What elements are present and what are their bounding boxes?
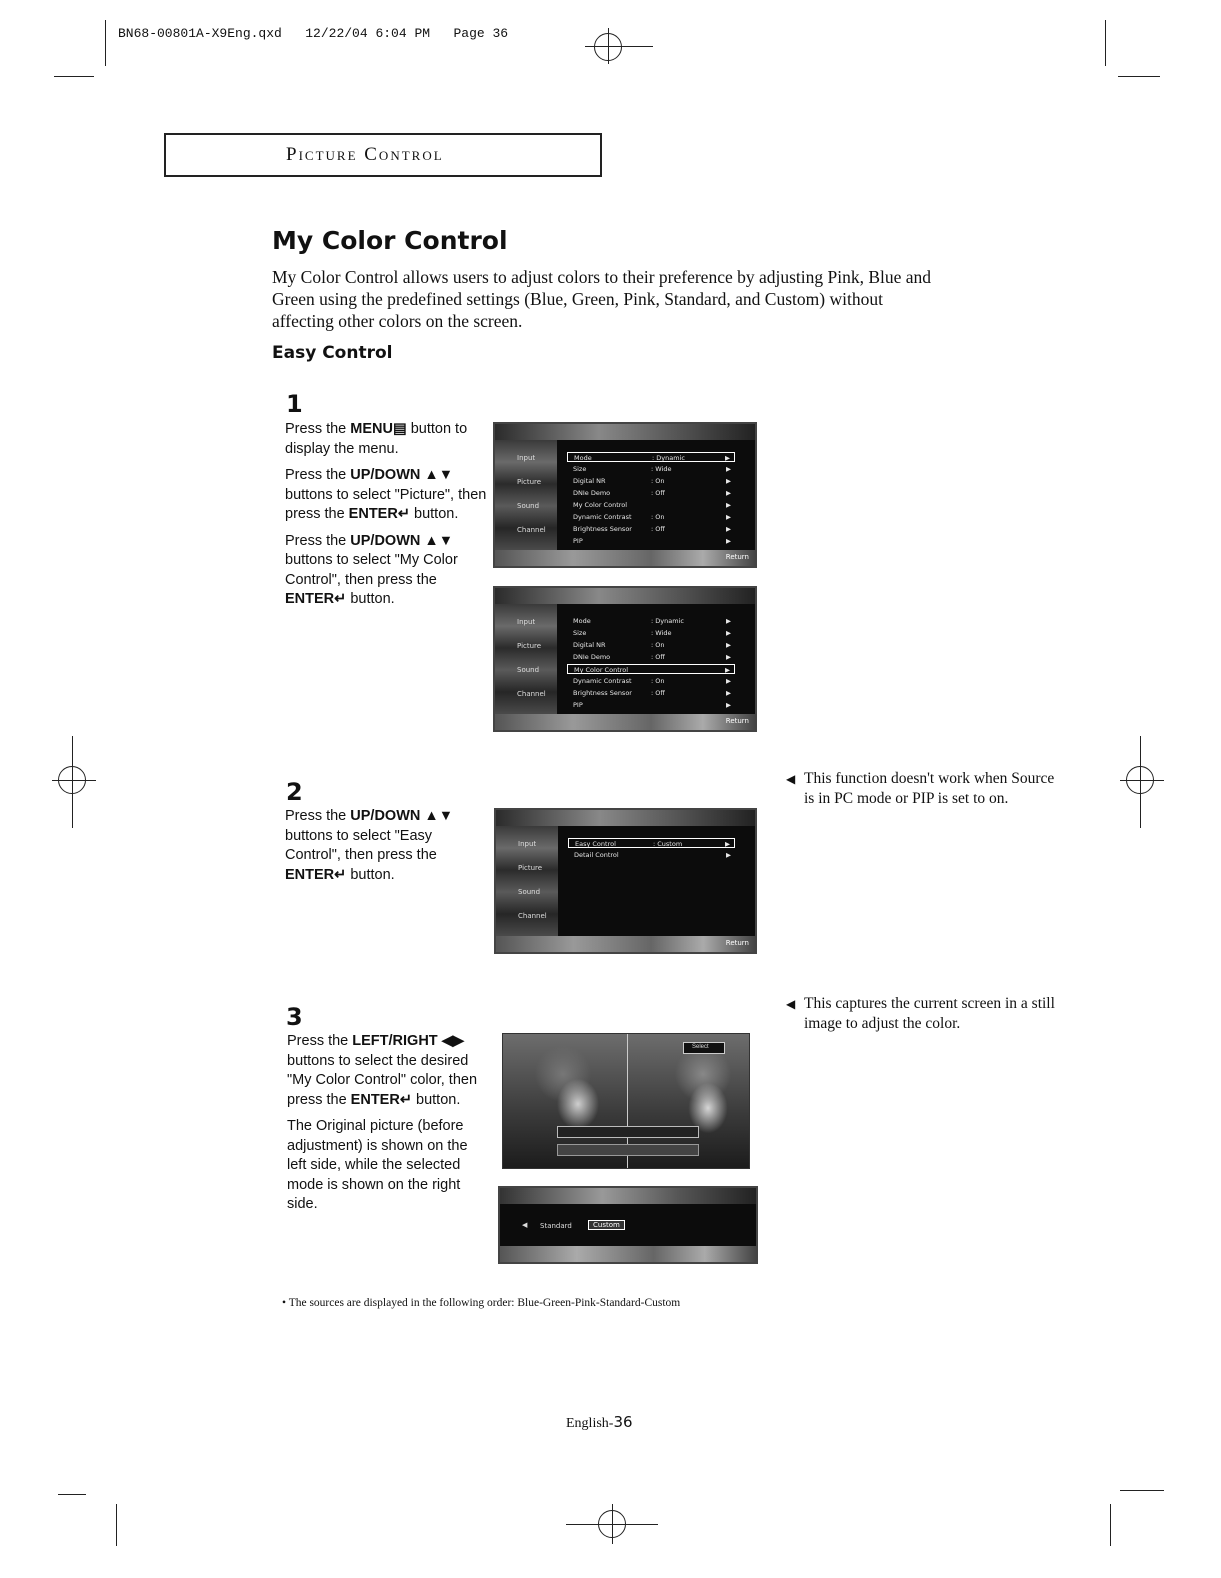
screen-sidebar: Input Picture Sound Channel bbox=[495, 604, 557, 714]
menu-icon: ▤ bbox=[392, 421, 407, 437]
adjust-bar bbox=[557, 1144, 699, 1156]
photo-tag: Select bbox=[683, 1042, 725, 1054]
step-2-text bbox=[285, 807, 490, 892]
menu-row: Brightness Sensor : Off ▶ bbox=[573, 689, 731, 697]
menu-row: Size : Wide ▶ bbox=[573, 465, 731, 473]
tv-screen-mode-select bbox=[498, 1186, 758, 1264]
screen-topbar bbox=[495, 424, 755, 440]
menu-row: DNIe Demo : Off ▶ bbox=[573, 653, 731, 661]
menu-row: Digital NR : On ▶ bbox=[573, 641, 731, 649]
note-text: This function doesn't work when Source is in PC mode or PIP is set to on. bbox=[804, 770, 1055, 807]
print-file: BN68-00801A-X9Eng.qxd bbox=[118, 26, 282, 41]
page-footer bbox=[566, 1413, 633, 1432]
left-arrow-icon: ◀ bbox=[522, 1222, 528, 1229]
menu-row: Digital NR : On ▶ bbox=[573, 477, 731, 485]
section-title: Picture Control bbox=[286, 144, 444, 165]
step-number: 2 bbox=[286, 778, 303, 806]
color-comparison-photo bbox=[502, 1033, 750, 1169]
note-2 bbox=[786, 994, 1064, 1034]
registration-mark bbox=[608, 28, 609, 64]
crop-mark bbox=[1105, 20, 1106, 66]
menu-row: Dynamic Contrast : On ▶ bbox=[573, 677, 731, 685]
menu-row: PIP ▶ bbox=[573, 537, 731, 545]
menu-row: PIP ▶ bbox=[573, 701, 731, 709]
step-paragraph: Press the UP/DOWN ▲▼ buttons to select "My Color Control", then press the ENTER↵ button. bbox=[285, 532, 458, 607]
registration-mark bbox=[612, 1504, 613, 1544]
page-number: 36 bbox=[613, 1413, 633, 1431]
print-page-label: Page bbox=[453, 26, 485, 41]
screen-topbar bbox=[496, 810, 755, 826]
print-page-number: 36 bbox=[492, 26, 509, 41]
page-separator: - bbox=[608, 1416, 614, 1431]
step-number: 3 bbox=[286, 1003, 303, 1031]
menu-row: Size : Wide ▶ bbox=[573, 629, 731, 637]
print-datetime: 12/22/04 6:04 PM bbox=[305, 26, 431, 41]
registration-circle bbox=[58, 766, 86, 794]
step-paragraph: Press the MENU▤ button to display the menu. bbox=[285, 421, 468, 457]
screen-bottombar: Return bbox=[495, 550, 755, 566]
crop-mark bbox=[1110, 1504, 1111, 1546]
screen-bottombar: Return bbox=[495, 714, 755, 730]
menu-row: Easy Control : Custom ▶ bbox=[568, 838, 735, 848]
print-header bbox=[118, 26, 508, 41]
subheading: Easy Control bbox=[272, 343, 393, 363]
screen-bottombar bbox=[500, 1246, 756, 1262]
screen-topbar bbox=[500, 1188, 756, 1204]
step-3-text bbox=[287, 1032, 487, 1222]
menu-row: DNIe Demo : Off ▶ bbox=[573, 489, 731, 497]
mode-current: Custom bbox=[588, 1220, 625, 1230]
footnote: • The sources are displayed in the following order: Blue-Green-Pink-Standard-Custom bbox=[282, 1297, 681, 1309]
menu-row: Mode : Dynamic ▶ bbox=[567, 452, 735, 462]
enter-icon: ↵ bbox=[334, 591, 347, 607]
menu-row: My Color Control ▶ bbox=[567, 664, 735, 674]
screen-sidebar: Input Picture Sound Channel bbox=[496, 826, 558, 936]
step-1-text bbox=[285, 420, 490, 617]
menu-row: Detail Control ▶ bbox=[574, 851, 731, 859]
enter-icon: ↵ bbox=[399, 1091, 412, 1108]
intro-paragraph: My Color Control allows users to adjust colors to their preference by adjusting Pink, Blue and Green using the predefined settings (Blue, Green, Pink, Standard, and Custom) without affecting other colors on the screen. bbox=[272, 267, 932, 331]
enter-icon: ↵ bbox=[334, 866, 347, 883]
step-number: 1 bbox=[286, 390, 303, 418]
screen-sidebar: Input Picture Sound Channel bbox=[495, 440, 557, 550]
menu-row: Mode : Dynamic ▶ bbox=[573, 617, 731, 625]
section-header bbox=[164, 133, 602, 177]
registration-circle bbox=[1126, 766, 1154, 794]
mode-standard: Standard bbox=[540, 1222, 572, 1230]
note-arrow-icon: ◀ bbox=[786, 997, 796, 1011]
note-text: This captures the current screen in a still image to adjust the color. bbox=[804, 995, 1055, 1032]
enter-icon: ↵ bbox=[397, 506, 410, 522]
step-paragraph: Press the UP/DOWN ▲▼ buttons to select "Easy Control", then press the ENTER↵ button. bbox=[285, 808, 454, 883]
tv-screen-picture-menu bbox=[493, 422, 757, 568]
screen-bottombar: Return bbox=[496, 936, 755, 952]
crop-mark bbox=[54, 76, 94, 77]
crop-mark bbox=[116, 1504, 117, 1546]
note-1 bbox=[786, 769, 1064, 809]
menu-row: My Color Control ▶ bbox=[573, 501, 731, 509]
menu-row: Dynamic Contrast : On ▶ bbox=[573, 513, 731, 521]
adjust-bar bbox=[557, 1126, 699, 1138]
step-paragraph: Press the LEFT/RIGHT ◀▶ buttons to select the desired "My Color Control" color, then press the ENTER↵ button. bbox=[287, 1033, 478, 1108]
note-arrow-icon: ◀ bbox=[786, 772, 796, 786]
crop-mark bbox=[105, 20, 106, 66]
tv-screen-easy-control bbox=[494, 808, 757, 954]
step-paragraph: Press the UP/DOWN ▲▼ buttons to select "Picture", then press the ENTER↵ button. bbox=[285, 467, 487, 522]
tv-screen-my-color-selected bbox=[493, 586, 757, 732]
page-title: My Color Control bbox=[272, 226, 508, 255]
step-paragraph: The Original picture (before adjustment) is shown on the left side, while the selected mode is shown on the right side. bbox=[287, 1118, 468, 1212]
menu-row: Brightness Sensor : Off ▶ bbox=[573, 525, 731, 533]
crop-mark bbox=[58, 1494, 86, 1495]
screen-topbar bbox=[495, 588, 755, 604]
page-language: English bbox=[566, 1416, 609, 1431]
crop-mark bbox=[1118, 76, 1160, 77]
crop-mark bbox=[1120, 1490, 1164, 1491]
